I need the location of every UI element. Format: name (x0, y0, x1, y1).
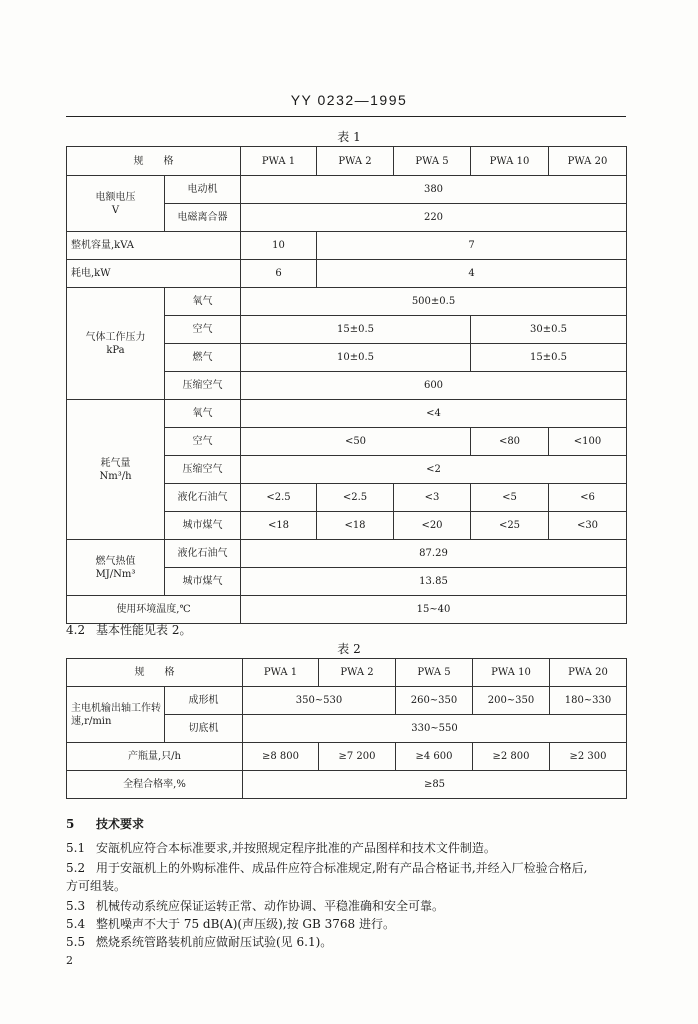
table-row (67, 687, 627, 715)
page-number: 2 (66, 954, 73, 967)
pass-rate-label: 全程合格率,% (67, 771, 243, 799)
consumption-lpg-pwa5: <3 (394, 484, 471, 512)
rated-voltage-label: 电额电压 V (67, 176, 165, 232)
table2 (66, 658, 627, 799)
spec-header: 规 格 (67, 659, 243, 687)
model-pwa2: PWA 2 (317, 147, 394, 176)
consumption-lpg-pwa2: <2.5 (317, 484, 394, 512)
forming-group-value: 350~530 (243, 687, 396, 715)
forming-label: 成形机 (165, 687, 243, 715)
gas-pressure-label: 气体工作压力 kPa (67, 288, 165, 400)
section-5-title: 技术要求 (96, 817, 145, 831)
clause-5-4: 5.4 整机噪声不大于 75 dB(A)(声压级),按 GB 3768 进行。 (66, 917, 395, 931)
model-pwa5: PWA 5 (396, 659, 473, 687)
table1-caption: 表 1 (337, 130, 361, 144)
clause-5-1: 5.1 安瓿机应符合本标准要求,并按照规定程序批准的产品图样和技术文件制造。 (66, 841, 496, 855)
temperature-label: 使用环境温度,℃ (67, 596, 241, 624)
power-pwa1: 6 (241, 260, 317, 288)
pressure-air-low: 15±0.5 (241, 316, 471, 344)
output-pwa20: ≥2 300 (550, 743, 627, 771)
model-pwa10: PWA 10 (471, 147, 549, 176)
consumption-air-pwa10: <80 (471, 428, 549, 456)
power-label: 耗电,kW (67, 260, 241, 288)
pressure-oxygen-label: 氧气 (165, 288, 241, 316)
section-4-2-text: 基本性能见表 2。 (96, 623, 192, 637)
table-row (67, 400, 627, 428)
table-row (67, 176, 627, 204)
table-row (67, 260, 627, 288)
clutch-label: 电磁离合器 (165, 204, 241, 232)
pressure-air-label: 空气 (165, 316, 241, 344)
pressure-fuel-low: 10±0.5 (241, 344, 471, 372)
table2-caption: 表 2 (337, 642, 361, 656)
consumption-lpg-pwa1: <2.5 (241, 484, 317, 512)
consumption-air-group: <50 (241, 428, 471, 456)
consumption-lpg-pwa20: <6 (549, 484, 627, 512)
page-header: YY 0232—1995 (290, 92, 408, 108)
consumption-lpg-label: 液化石油气 (165, 484, 241, 512)
consumption-city-gas-pwa20: <30 (549, 512, 627, 540)
pass-rate-value: ≥85 (243, 771, 627, 799)
clause-5-5: 5.5 燃烧系统管路装机前应做耐压试验(见 6.1)。 (66, 935, 333, 949)
table1-header-row (67, 147, 627, 176)
header-rule (66, 116, 626, 117)
consumption-oxygen-value: <4 (241, 400, 627, 428)
motor-voltage-value: 380 (241, 176, 627, 204)
clutch-voltage-value: 220 (241, 204, 627, 232)
consumption-lpg-pwa10: <5 (471, 484, 549, 512)
consumption-air-label: 空气 (165, 428, 241, 456)
pressure-compressed-value: 600 (241, 372, 627, 400)
heat-lpg-value: 87.29 (241, 540, 627, 568)
pressure-oxygen-value: 500±0.5 (241, 288, 627, 316)
consumption-city-gas-pwa10: <25 (471, 512, 549, 540)
table-row (67, 232, 627, 260)
consumption-city-gas-pwa5: <20 (394, 512, 471, 540)
power-others: 4 (317, 260, 627, 288)
model-pwa10: PWA 10 (473, 659, 550, 687)
output-label: 产瓶量,只/h (67, 743, 243, 771)
table-row (67, 540, 627, 568)
model-pwa2: PWA 2 (319, 659, 396, 687)
table-row (67, 743, 627, 771)
section-5-number: 5 (66, 817, 75, 831)
pressure-air-high: 30±0.5 (471, 316, 627, 344)
table-row (67, 288, 627, 316)
clause-5-2-continuation: 方可组装。 (66, 879, 127, 893)
model-pwa1: PWA 1 (241, 147, 317, 176)
section-4-2-number: 4.2 (66, 623, 86, 637)
table1 (66, 146, 627, 624)
heat-city-gas-label: 城市煤气 (165, 568, 241, 596)
pressure-compressed-label: 压缩空气 (165, 372, 241, 400)
heat-value-label: 燃气热值 MJ/Nm³ (67, 540, 165, 596)
model-pwa20: PWA 20 (550, 659, 627, 687)
temperature-value: 15~40 (241, 596, 627, 624)
section-5-heading (66, 814, 632, 834)
model-pwa5: PWA 5 (394, 147, 471, 176)
capacity-others: 7 (317, 232, 627, 260)
heat-lpg-label: 液化石油气 (165, 540, 241, 568)
output-pwa10: ≥2 800 (473, 743, 550, 771)
output-pwa5: ≥4 600 (396, 743, 473, 771)
forming-pwa20: 180~330 (550, 687, 627, 715)
clause-5-2: 5.2 用于安瓿机上的外购标准件、成品件应符合标准规定,附有产品合格证书,并经入厂检验合格后, (66, 861, 588, 875)
consumption-city-gas-pwa1: <18 (241, 512, 317, 540)
model-pwa20: PWA 20 (549, 147, 627, 176)
table2-header-row (67, 659, 627, 687)
consumption-air-pwa20: <100 (549, 428, 627, 456)
consumption-city-gas-pwa2: <18 (317, 512, 394, 540)
section-4-2 (66, 620, 632, 640)
gas-consumption-label: 耗气量 Nm³/h (67, 400, 165, 540)
model-pwa1: PWA 1 (243, 659, 319, 687)
consumption-oxygen-label: 氧气 (165, 400, 241, 428)
pressure-fuel-high: 15±0.5 (471, 344, 627, 372)
output-pwa2: ≥7 200 (319, 743, 396, 771)
consumption-compressed-value: <2 (241, 456, 627, 484)
output-pwa1: ≥8 800 (243, 743, 319, 771)
bottom-cutting-label: 切底机 (165, 715, 243, 743)
heat-city-gas-value: 13.85 (241, 568, 627, 596)
forming-pwa5: 260~350 (396, 687, 473, 715)
table-row (67, 771, 627, 799)
forming-pwa10: 200~350 (473, 687, 550, 715)
capacity-pwa1: 10 (241, 232, 317, 260)
spec-header: 规 格 (67, 147, 241, 176)
capacity-label: 整机容量,kVA (67, 232, 241, 260)
bottom-cutting-value: 330~550 (243, 715, 627, 743)
clause-5-3: 5.3 机械传动系统应保证运转正常、动作协调、平稳准确和安全可靠。 (66, 899, 445, 913)
consumption-city-gas-label: 城市煤气 (165, 512, 241, 540)
consumption-compressed-label: 压缩空气 (165, 456, 241, 484)
spindle-speed-label: 主电机输出轴工作转速,r/min (67, 687, 165, 743)
pressure-fuel-label: 燃气 (165, 344, 241, 372)
motor-label: 电动机 (165, 176, 241, 204)
